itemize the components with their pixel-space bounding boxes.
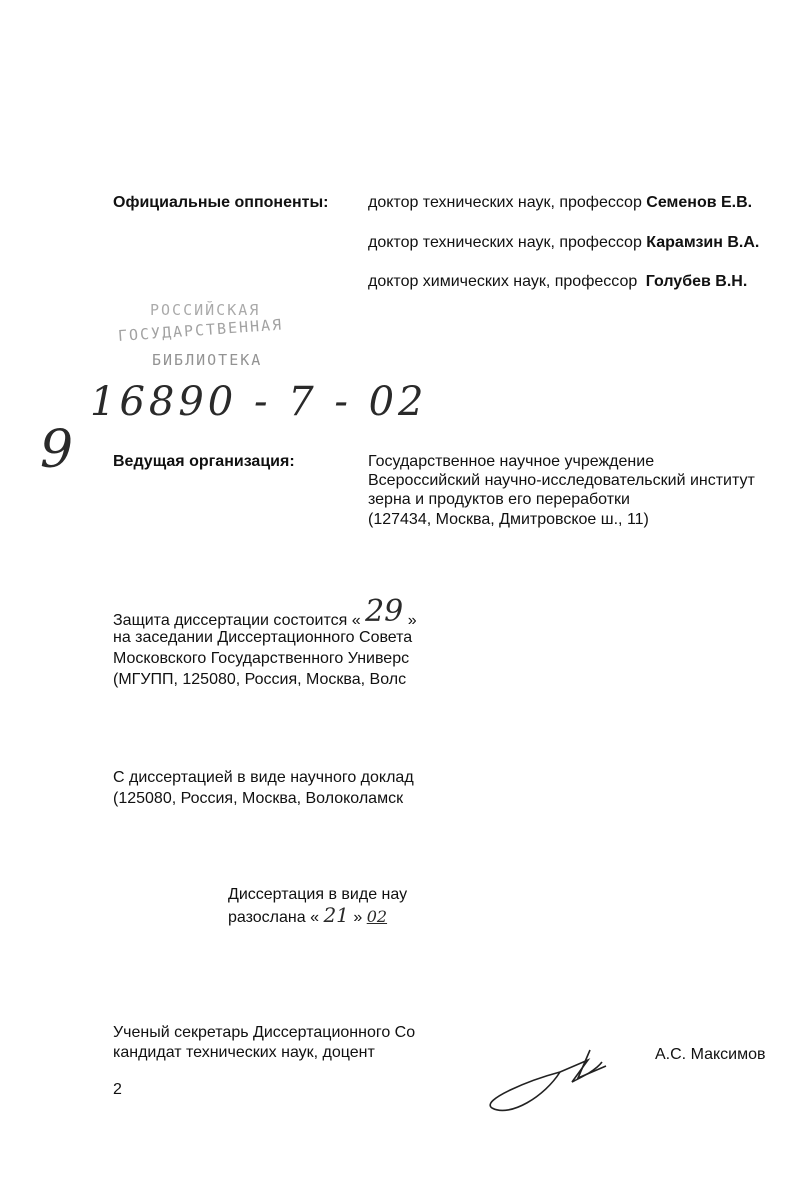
mailing-line-2-prefix: разослана « — [228, 909, 319, 926]
library-stamp-line-3: БИБЛИОТЕКА — [152, 351, 263, 369]
mailing-month-handwritten: 02 — [366, 907, 388, 926]
library-line-2: (125080, Россия, Москва, Волоколамск — [113, 790, 404, 807]
library-line-1: С диссертацией в виде научного доклад — [113, 769, 414, 786]
secretary-line-1: Ученый секретарь Диссертационного Со — [113, 1024, 416, 1041]
defense-line-1-suffix: » — [407, 612, 417, 629]
leading-org-line-1: Государственное научное учреждение — [368, 453, 655, 470]
opponent-1-title: доктор технических наук, профессор — [368, 194, 642, 211]
mailing-day-handwritten: 21 — [323, 903, 349, 927]
handwritten-margin-number: 9 — [40, 420, 74, 480]
opponent-3-title: доктор химических наук, профессор — [368, 273, 638, 290]
leading-org-line-2: Всероссийский научно-исследовательский институт — [368, 472, 755, 489]
defense-line-1-prefix: Защита диссертации состоится « — [113, 612, 361, 629]
defense-day-handwritten: 29 — [365, 594, 404, 629]
leading-org-label: Ведущая организация: — [113, 453, 295, 470]
defense-line-2: на заседании Диссертационного Совета — [113, 629, 413, 646]
leading-org-line-3: зерна и продуктов его переработки — [368, 491, 630, 508]
leading-org-line-4: (127434, Москва, Дмитровское ш., 11) — [368, 511, 649, 528]
library-stamp-line-2: ГОСУДАРСТВЕННАЯ — [117, 315, 284, 345]
page-number: 2 — [113, 1081, 122, 1098]
mailing-line-1: Диссертация в виде нау — [228, 886, 408, 903]
secretary-name: А.С. Максимов — [655, 1046, 766, 1063]
opponents-label: Официальные оппоненты: — [113, 194, 329, 211]
defense-line-4: (МГУПП, 125080, Россия, Москва, Волс — [113, 671, 407, 688]
opponent-1-name: Семенов Е.В. — [646, 194, 753, 211]
handwritten-accession-number: 16890 - 7 - 02 — [90, 379, 428, 425]
opponent-2-title: доктор технических наук, профессор — [368, 234, 642, 251]
opponent-2-name: Карамзин В.А. — [646, 234, 760, 251]
secretary-line-2: кандидат технических наук, доцент — [113, 1044, 375, 1061]
opponent-3-name: Голубев В.Н. — [645, 273, 748, 290]
defense-line-3: Московского Государственного Универс — [113, 650, 410, 667]
library-stamp-line-1: РОССИЙСКАЯ — [150, 301, 261, 319]
mailing-line-2-suffix: » — [353, 909, 363, 926]
